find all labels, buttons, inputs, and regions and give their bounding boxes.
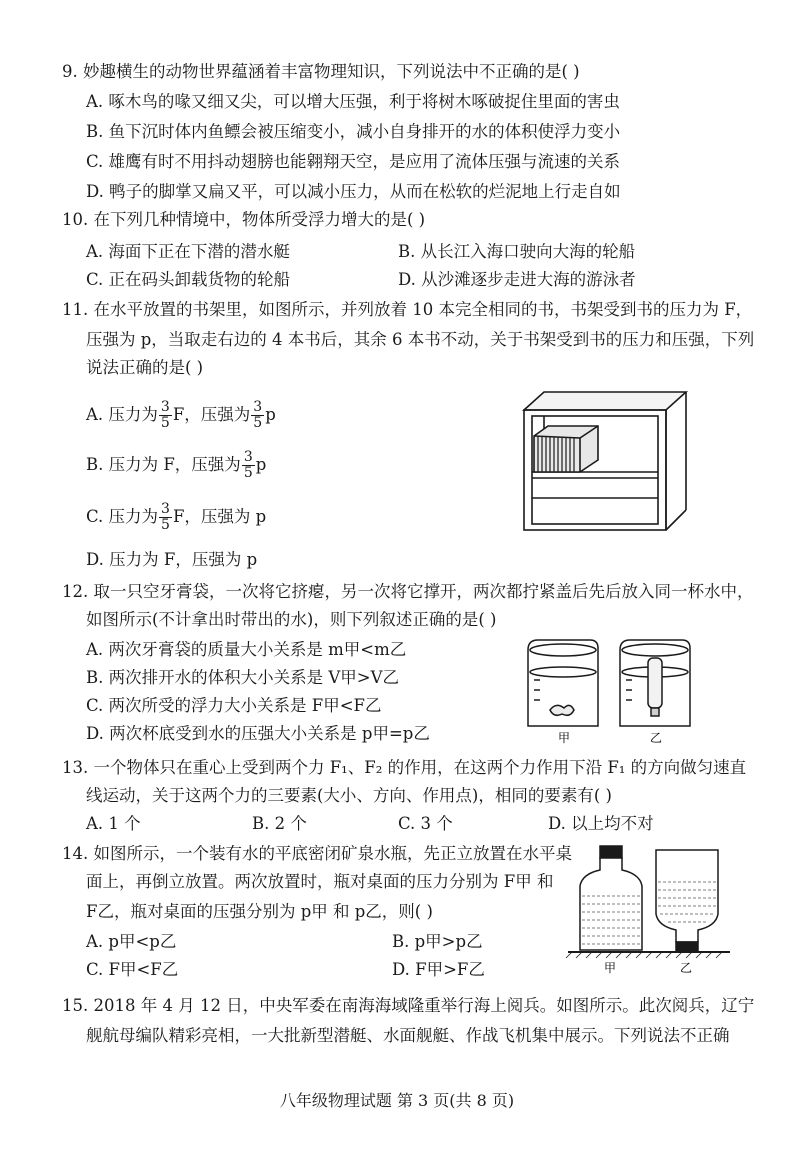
q13-option-b: B. 2 个 — [252, 814, 307, 833]
bottles-figure — [564, 840, 734, 978]
bottle-label-left: 甲 — [604, 961, 617, 975]
q13-option-a: A. 1 个 — [86, 814, 141, 833]
q13-option-c: C. 3 个 — [398, 814, 453, 833]
q9-stem: 9. 妙趣横生的动物世界蕴涵着丰富物理知识，下列说法中不正确的是( ) — [62, 62, 580, 81]
q11-option-d: D. 压力为 F，压强为 p — [86, 550, 258, 569]
q14-line-3: F乙，瓶对桌面的压强分别为 p甲 和 p乙，则( ) — [86, 902, 433, 921]
q11-option-a: A. 压力为 $\frac{3}{5}$ F，压强为 $\frac{3}{5}$ p — [86, 399, 276, 431]
q11-option-c: C. 压力为 $\frac{3}{5}$ F，压强为 p — [86, 501, 267, 533]
q14-line-2: 面上，再倒立放置。两次放置时，瓶对桌面的压力分别为 F甲 和 — [86, 872, 554, 891]
q14-line-1: 14. 如图所示，一个装有水的平底密闭矿泉水瓶，先正立放置在水平桌 — [62, 844, 572, 863]
beaker-label-left: 甲 — [558, 731, 571, 745]
q11-line-2: 压强为 p，当取走右边的 4 本书后，其余 6 本书不动，关于书架受到书的压力和压强，下列 — [86, 330, 755, 349]
q14-option-d: D. F甲>F乙 — [392, 960, 485, 979]
q10-option-c: C. 正在码头卸载货物的轮船 — [86, 270, 291, 289]
bottle-label-right: 乙 — [680, 961, 693, 975]
q15-line-2: 舰航母编队精彩亮相，一大批新型潜艇、水面舰艇、作战飞机集中展示。下列说法不正确 — [86, 1026, 730, 1045]
q11-option-b: B. 压力为 F，压强为 $\frac{3}{5}$ p — [86, 449, 267, 481]
q9-option-b: B. 鱼下沉时体内鱼鳔会被压缩变小，减小自身排开的水的体积使浮力变小 — [86, 122, 621, 141]
page-footer: 八年级物理试题 第 3 页(共 8 页) — [279, 1091, 515, 1110]
q10-option-b: B. 从长江入海口驶向大海的轮船 — [398, 242, 636, 261]
q12-option-b: B. 两次排开水的体积大小关系是 V甲>V乙 — [86, 668, 400, 687]
q13-line-1: 13. 一个物体只在重心上受到两个力 F₁、F₂ 的作用，在这两个力作用下沿 F₁ 的方向做匀速直 — [62, 758, 747, 777]
q12-option-c: C. 两次所受的浮力大小关系是 F甲<F乙 — [86, 696, 382, 715]
q12-line-2: 如图所示(不计拿出时带出的水)，则下列叙述正确的是( ) — [86, 610, 497, 629]
q14-option-b: B. p甲>p乙 — [392, 932, 483, 951]
q9-option-c: C. 雄鹰有时不用抖动翅膀也能翱翔天空，是应用了流体压强与流速的关系 — [86, 152, 621, 171]
bookshelf-figure — [518, 388, 693, 536]
q10-option-a: A. 海面下正在下潜的潜水艇 — [86, 242, 290, 261]
q12-line-1: 12. 取一只空牙膏袋，一次将它挤瘪，另一次将它撑开，两次都拧紧盖后先后放入同一杯水中， — [62, 582, 754, 601]
q12-option-a: A. 两次牙膏袋的质量大小关系是 m甲<m乙 — [86, 640, 407, 659]
q14-option-c: C. F甲<F乙 — [86, 960, 179, 979]
q10-stem: 10. 在下列几种情境中，物体所受浮力增大的是( ) — [62, 210, 426, 229]
q13-line-2: 线运动，关于这两个力的三要素(大小、方向、作用点)，相同的要素有( ) — [86, 786, 612, 805]
q9-option-a: A. 啄木鸟的喙又细又尖，可以增大压强，利于将树木啄破捉住里面的害虫 — [86, 92, 620, 111]
beaker-label-right: 乙 — [650, 731, 663, 745]
q11-line-1: 11. 在水平放置的书架里，如图所示，并列放着 10 本完全相同的书，书架受到书的压力为 F， — [62, 300, 753, 319]
q14-option-a: A. p甲<p乙 — [86, 932, 177, 951]
q11-line-3: 说法正确的是( ) — [86, 358, 204, 377]
q15-line-1: 15. 2018 年 4 月 12 日，中央军委在南海海域隆重举行海上阅兵。如图所示。此次阅兵，辽宁 — [62, 996, 755, 1015]
beakers-figure — [520, 630, 700, 748]
q12-option-d: D. 两次杯底受到水的压强大小关系是 p甲=p乙 — [86, 724, 430, 743]
q9-option-d: D. 鸭子的脚掌又扁又平，可以减小压力，从而在松软的烂泥地上行走自如 — [86, 182, 621, 201]
q13-option-d: D. 以上均不对 — [548, 814, 654, 833]
q10-option-d: D. 从沙滩逐步走进大海的游泳者 — [398, 270, 636, 289]
